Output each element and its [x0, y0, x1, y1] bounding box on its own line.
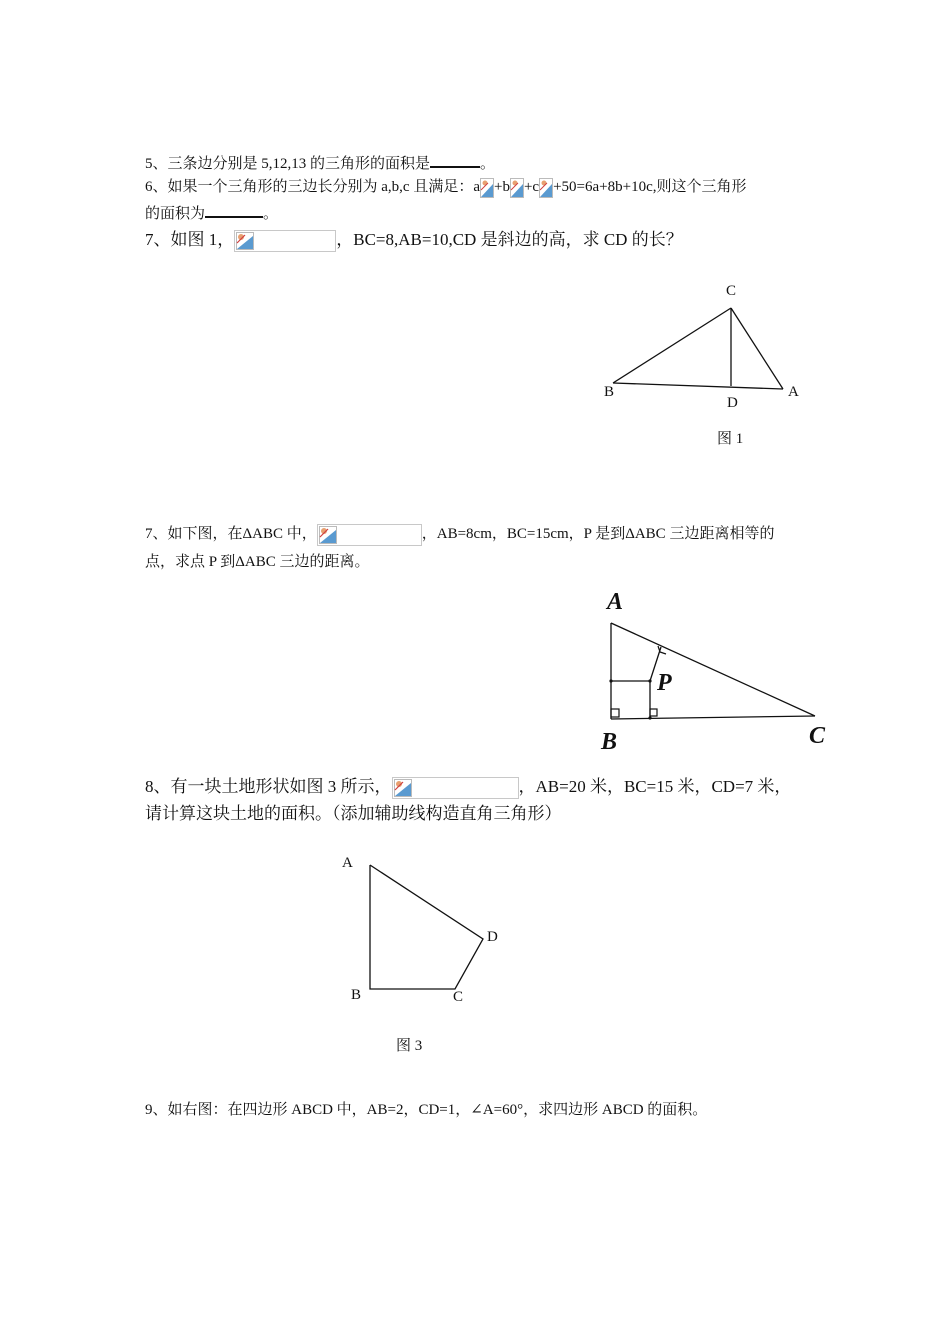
label-a: A — [607, 589, 624, 615]
question-8-rest: ，AB=20 米，BC=15 米，CD=7 米， — [518, 777, 792, 796]
label-b: B — [604, 384, 615, 400]
segment-ca — [731, 308, 783, 389]
segment-bc — [613, 308, 731, 383]
image-placeholder-icon — [235, 231, 255, 251]
question-6 — [145, 175, 746, 198]
question-8-prefix: 8、有一块土地形状如图 3 所示， — [145, 777, 392, 796]
image-placeholder-box — [317, 524, 422, 546]
question-5 — [145, 152, 495, 173]
question-6-line2-text: 的面积为 — [145, 206, 206, 222]
figure-1-caption: 图 1 — [717, 431, 744, 447]
foot-point — [609, 679, 612, 682]
question-6-line2 — [145, 202, 278, 223]
question-5-end: 。 — [480, 156, 496, 172]
quadrilateral-abcd — [370, 865, 483, 989]
image-placeholder-box — [234, 230, 336, 252]
question-7b-line2-text: 点，求点 P 到ΔABC 三边的距离。 — [145, 554, 370, 570]
question-6-mid1: +b — [493, 179, 510, 195]
image-placeholder-icon — [393, 778, 413, 798]
question-8-line2-text: 请计算这块土地的面积。（添加辅助线构造直角三角形） — [145, 804, 562, 823]
right-angle-mark — [650, 709, 657, 716]
label-a: A — [342, 855, 353, 871]
segment-bc — [611, 716, 815, 719]
question-7b-rest: ，AB=8cm，BC=15cm，P 是到ΔABC 三边距离相等的 — [421, 526, 775, 542]
question-9 — [145, 1098, 707, 1119]
question-7a-prefix: 7、如图 1， — [145, 230, 235, 249]
foot-point — [648, 716, 651, 719]
figure-2-triangle — [595, 585, 840, 755]
figure-3-caption: 图 3 — [396, 1038, 423, 1054]
question-7a-rest: ，BC=8,AB=10,CD 是斜边的高，求 CD 的长？ — [336, 230, 683, 249]
question-7b-prefix: 7、如下图，在ΔABC 中， — [145, 526, 317, 542]
image-placeholder-box — [392, 777, 519, 799]
label-d: D — [727, 395, 738, 411]
question-6-mid2: +c — [523, 179, 540, 195]
label-c: C — [809, 723, 826, 749]
figure-1-triangle — [590, 275, 820, 415]
image-placeholder-icon — [480, 178, 494, 198]
question-6-end: 。 — [263, 206, 279, 222]
label-a: A — [788, 384, 799, 400]
label-b: B — [351, 987, 362, 1003]
label-c: C — [453, 989, 464, 1005]
question-6-prefix: 6、如果一个三角形的三边长分别为 a,b,c 且满足：a — [145, 179, 480, 195]
segment-ac — [611, 623, 815, 716]
answer-blank — [430, 152, 480, 168]
image-placeholder-icon — [318, 525, 338, 545]
image-placeholder-icon — [510, 178, 524, 198]
label-d: D — [487, 929, 498, 945]
question-5-text: 5、三条边分别是 5,12,13 的三角形的面积是 — [145, 156, 431, 172]
question-7a — [145, 225, 683, 252]
question-6-rest: +50=6a+8b+10c,则这个三角形 — [553, 179, 747, 195]
point-p — [648, 679, 651, 682]
question-7b — [145, 522, 774, 546]
question-8-line2 — [145, 799, 562, 824]
question-8 — [145, 772, 791, 799]
segment-ba — [613, 383, 783, 389]
right-angle-mark — [611, 709, 619, 717]
label-p: P — [657, 670, 672, 696]
question-9-text: 9、如右图：在四边形 ABCD 中，AB=2，CD=1，∠A=60°，求四边形 ABCD 的面积。 — [145, 1102, 708, 1118]
answer-blank — [205, 202, 263, 218]
label-c: C — [726, 283, 737, 299]
figure-3-quadrilateral — [335, 845, 515, 1010]
label-b: B — [601, 729, 618, 755]
image-placeholder-icon — [539, 178, 553, 198]
question-7b-line2 — [145, 550, 370, 571]
